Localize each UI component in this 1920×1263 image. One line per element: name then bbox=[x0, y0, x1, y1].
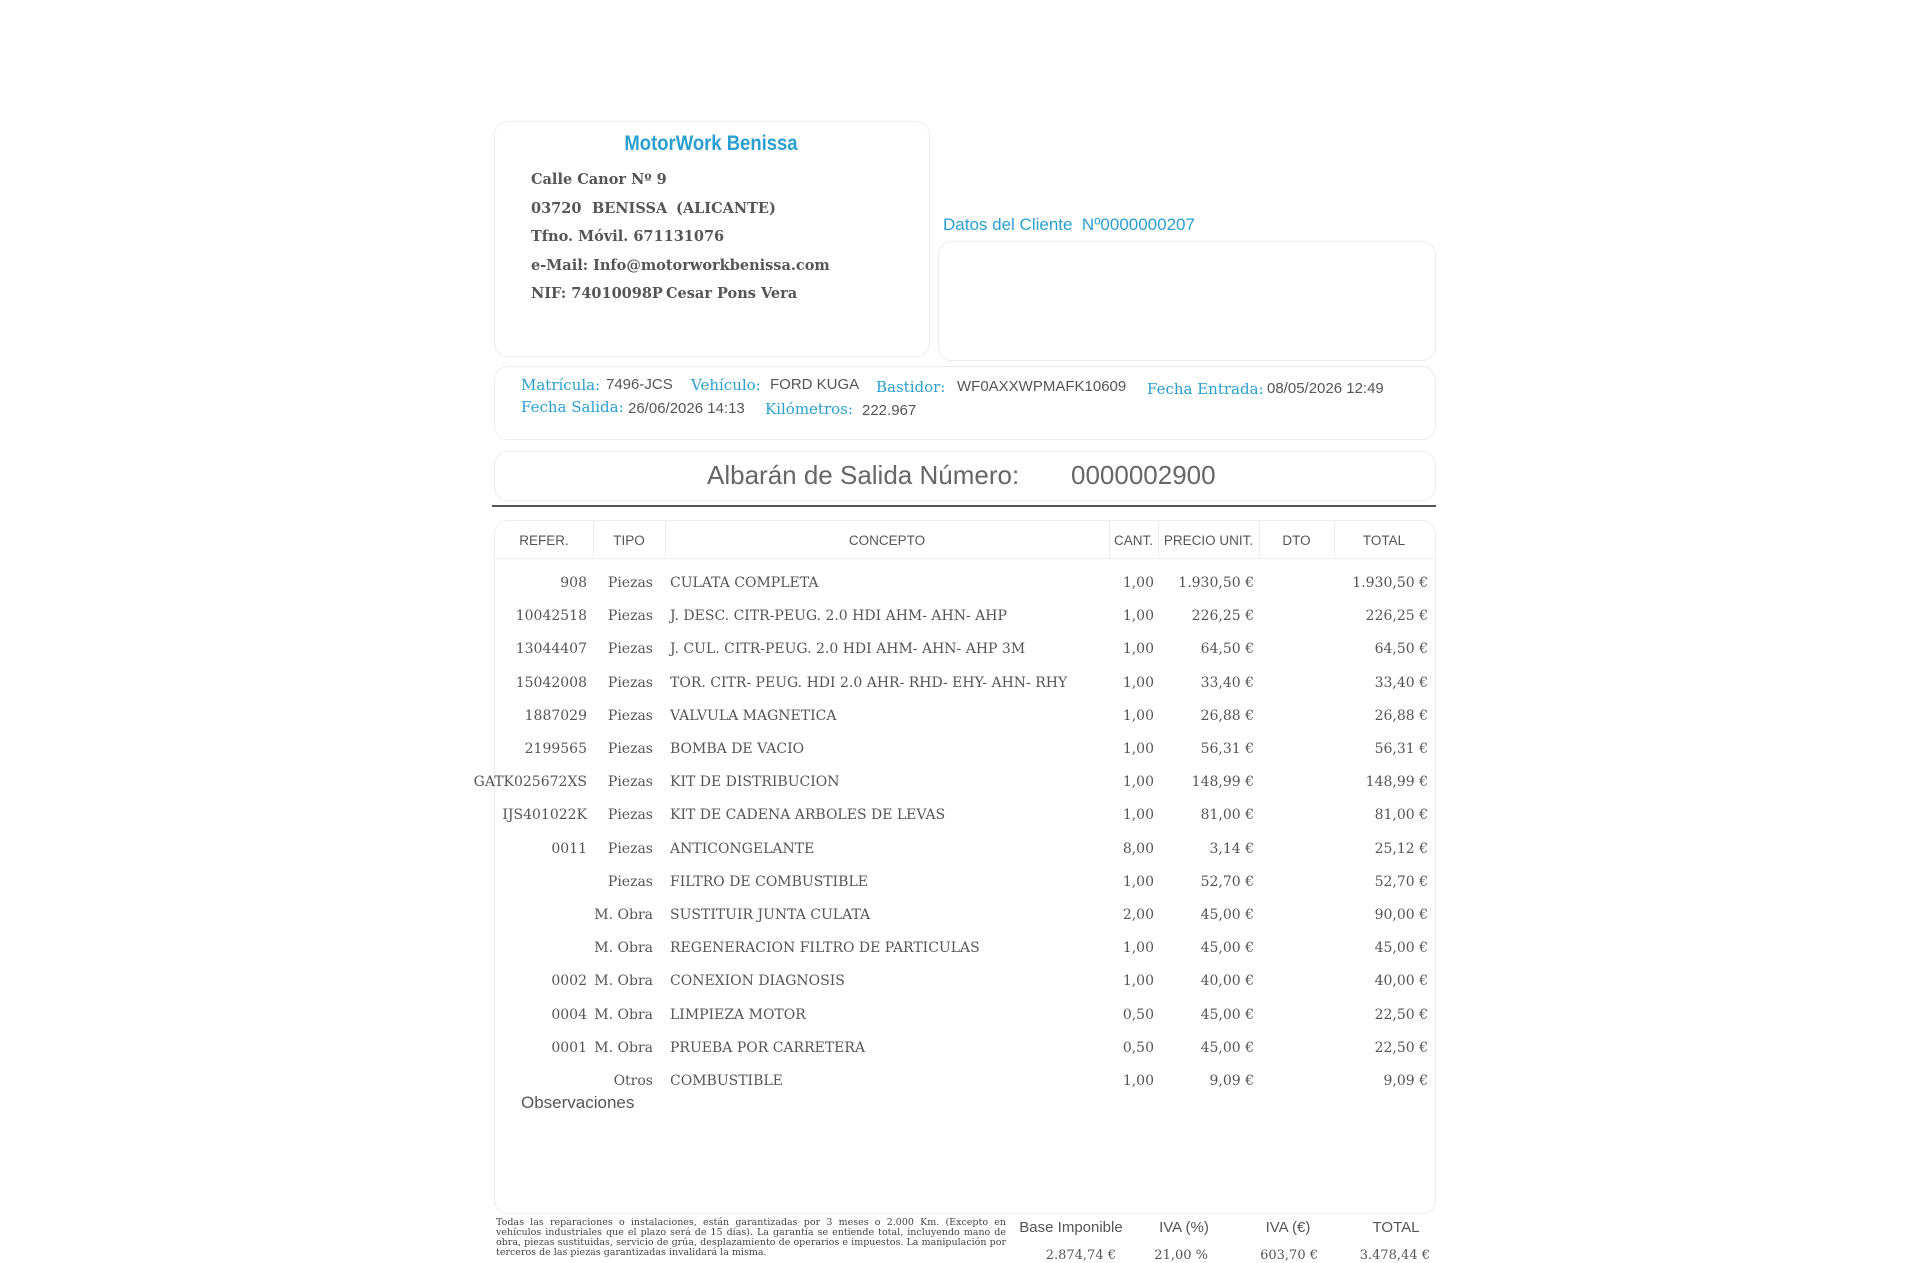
row-precio-unitario: 33,40 € bbox=[1200, 674, 1254, 691]
row-concepto: CONEXION DIAGNOSIS bbox=[670, 973, 845, 990]
grand-total-label: TOTAL bbox=[1372, 1219, 1420, 1236]
row-cantidad: 1,00 bbox=[1122, 674, 1154, 691]
table-row bbox=[0, 940, 1920, 973]
row-concepto: CULATA COMPLETA bbox=[670, 575, 819, 591]
row-cantidad: 1,00 bbox=[1122, 973, 1154, 990]
row-tipo: Otros bbox=[613, 1073, 653, 1089]
header-precio: PRECIO UNIT. bbox=[1163, 533, 1254, 548]
header-concepto: CONCEPTO bbox=[848, 533, 926, 548]
row-total: 40,00 € bbox=[1374, 973, 1428, 990]
company-postal-code: 03720 bbox=[531, 200, 582, 217]
row-precio-unitario: 64,50 € bbox=[1200, 641, 1254, 658]
grand-total-value: 3.478,44 € bbox=[1359, 1248, 1430, 1263]
row-tipo: Piezas bbox=[607, 873, 653, 890]
row-precio-unitario: 9,09 € bbox=[1209, 1073, 1254, 1089]
row-tipo: Piezas bbox=[607, 807, 653, 824]
row-total: 226,25 € bbox=[1365, 608, 1428, 625]
row-concepto: BOMBA DE VACIO bbox=[670, 741, 805, 757]
matricula-value: 7496-JCS bbox=[606, 376, 673, 393]
row-cantidad: 8,00 bbox=[1122, 840, 1154, 857]
company-address: Calle Canor Nº 9 bbox=[531, 171, 667, 188]
row-precio-unitario: 1.930,50 € bbox=[1178, 575, 1254, 591]
row-concepto: ANTICONGELANTE bbox=[670, 840, 815, 857]
warranty-legal-text: Todas las reparaciones o instalaciones, están garantizadas por 3 meses o 2.000 Km. (Excepto en vehículos industriales que el plazo será de 15 días). La garantía se entiende total, incluyendo mano de obra, piezas sustituidas, servicio de grúa, desplazamiento de operarios e impuestos. La manipulación por terceros de las piezas garantizadas invalidará la misma. bbox=[496, 1217, 1006, 1258]
row-ref: 10042518 bbox=[515, 608, 587, 625]
row-concepto: REGENERACION FILTRO DE PARTICULAS bbox=[670, 940, 980, 957]
iva-eur-value: 603,70 € bbox=[1260, 1248, 1318, 1263]
row-total: 26,88 € bbox=[1374, 707, 1428, 724]
company-name: MotorWork Benissa bbox=[624, 132, 798, 155]
vehiculo-label: Vehículo: bbox=[691, 376, 761, 394]
table-row bbox=[0, 741, 1920, 774]
client-heading bbox=[943, 215, 1195, 235]
company-phone: Tfno. Móvil. 671131076 bbox=[531, 228, 725, 245]
row-precio-unitario: 45,00 € bbox=[1200, 1006, 1254, 1023]
row-precio-unitario: 45,00 € bbox=[1200, 907, 1254, 923]
row-concepto: KIT DE DISTRIBUCION bbox=[670, 774, 840, 791]
client-number: Nº0000000207 bbox=[1081, 215, 1195, 234]
row-concepto: J. DESC. CITR-PEUG. 2.0 HDI AHM- AHN- AHP bbox=[670, 608, 1007, 625]
observaciones-label: Observaciones bbox=[521, 1093, 635, 1112]
row-tipo: M. Obra bbox=[594, 973, 653, 990]
header-ref: REFER. bbox=[519, 533, 569, 548]
row-total: 33,40 € bbox=[1374, 674, 1428, 691]
row-cantidad: 1,00 bbox=[1122, 774, 1154, 791]
header-dto: DTO bbox=[1282, 533, 1311, 548]
row-ref: 15042008 bbox=[515, 674, 587, 691]
row-precio-unitario: 81,00 € bbox=[1200, 807, 1254, 824]
row-tipo: Piezas bbox=[607, 774, 653, 791]
column-divider bbox=[593, 520, 594, 558]
row-cantidad: 1,00 bbox=[1122, 1073, 1154, 1089]
table-row bbox=[0, 774, 1920, 807]
row-concepto: LIMPIEZA MOTOR bbox=[670, 1006, 806, 1023]
fecha-salida-value: 26/06/2026 14:13 bbox=[628, 400, 745, 417]
row-tipo: Piezas bbox=[607, 741, 653, 757]
client-box bbox=[938, 241, 1436, 361]
table-row bbox=[0, 575, 1920, 608]
row-total: 22,50 € bbox=[1374, 1006, 1428, 1023]
row-tipo: Piezas bbox=[607, 608, 653, 625]
iva-pct-label: IVA (%) bbox=[1159, 1219, 1209, 1236]
iva-pct-value: 21,00 % bbox=[1154, 1248, 1208, 1263]
company-province: (ALICANTE) bbox=[676, 200, 776, 217]
row-precio-unitario: 52,70 € bbox=[1200, 873, 1254, 890]
iva-eur-label: IVA (€) bbox=[1265, 1219, 1311, 1236]
row-tipo: Piezas bbox=[607, 575, 653, 591]
row-concepto: COMBUSTIBLE bbox=[670, 1073, 783, 1089]
company-email: e-Mail: Info@motorworkbenissa.com bbox=[531, 257, 830, 274]
row-cantidad: 0,50 bbox=[1122, 1039, 1154, 1056]
row-concepto: VALVULA MAGNETICA bbox=[670, 707, 837, 724]
row-cantidad: 1,00 bbox=[1122, 608, 1154, 625]
row-precio-unitario: 45,00 € bbox=[1200, 1039, 1254, 1056]
row-ref: 0001 bbox=[551, 1039, 587, 1056]
client-label: Datos del Cliente bbox=[943, 215, 1073, 234]
albaran-divider bbox=[492, 505, 1436, 507]
header-total: TOTAL bbox=[1362, 533, 1406, 548]
row-tipo: Piezas bbox=[607, 641, 653, 658]
row-tipo: M. Obra bbox=[594, 1039, 653, 1056]
row-concepto: SUSTITUIR JUNTA CULATA bbox=[670, 907, 871, 923]
row-cantidad: 1,00 bbox=[1122, 940, 1154, 957]
row-tipo: Piezas bbox=[607, 840, 653, 857]
row-precio-unitario: 3,14 € bbox=[1209, 840, 1254, 857]
table-row bbox=[0, 841, 1920, 874]
row-cantidad: 1,00 bbox=[1122, 741, 1154, 757]
vehiculo-value: FORD KUGA bbox=[770, 376, 860, 393]
row-concepto: TOR. CITR- PEUG. HDI 2.0 AHR- RHD- EHY- AHN- RHY bbox=[670, 674, 1068, 691]
row-concepto: J. CUL. CITR-PEUG. 2.0 HDI AHM- AHN- AHP 3M bbox=[670, 641, 1026, 658]
bastidor-value: WF0AXXWPMAFK10609 bbox=[957, 378, 1127, 395]
company-owner: Cesar Pons Vera bbox=[666, 285, 798, 302]
table-row bbox=[0, 1007, 1920, 1040]
fecha-entrada-label: Fecha Entrada: bbox=[1147, 380, 1264, 398]
header-cant: CANT. bbox=[1113, 533, 1153, 548]
row-cantidad: 0,50 bbox=[1122, 1006, 1154, 1023]
kilometros-label: Kilómetros: bbox=[765, 400, 853, 418]
matricula-label: Matrícula: bbox=[521, 376, 601, 394]
row-tipo: M. Obra bbox=[594, 940, 653, 957]
row-ref: GATK025672XS bbox=[473, 774, 587, 791]
kilometros-value: 222.967 bbox=[862, 402, 917, 419]
row-ref: 1887029 bbox=[524, 707, 587, 724]
row-tipo: M. Obra bbox=[594, 1006, 653, 1023]
row-concepto: KIT DE CADENA ARBOLES DE LEVAS bbox=[670, 807, 946, 824]
row-cantidad: 1,00 bbox=[1122, 707, 1154, 724]
row-ref: 0011 bbox=[551, 840, 587, 857]
row-tipo: Piezas bbox=[607, 707, 653, 724]
table-row bbox=[0, 675, 1920, 708]
row-cantidad: 1,00 bbox=[1122, 807, 1154, 824]
albaran-title: Albarán de Salida Número: bbox=[707, 460, 1020, 490]
row-total: 1.930,50 € bbox=[1352, 575, 1428, 591]
row-concepto: PRUEBA POR CARRETERA bbox=[670, 1039, 866, 1056]
row-concepto: FILTRO DE COMBUSTIBLE bbox=[670, 873, 868, 890]
table-row bbox=[0, 1040, 1920, 1073]
row-total: 90,00 € bbox=[1374, 907, 1428, 923]
row-total: 148,99 € bbox=[1365, 774, 1428, 791]
row-precio-unitario: 148,99 € bbox=[1191, 774, 1254, 791]
row-cantidad: 1,00 bbox=[1122, 575, 1154, 591]
table-row bbox=[0, 973, 1920, 1006]
table-row bbox=[0, 608, 1920, 641]
row-cantidad: 1,00 bbox=[1122, 641, 1154, 658]
row-precio-unitario: 26,88 € bbox=[1200, 707, 1254, 724]
row-ref: IJS401022K bbox=[502, 807, 587, 824]
row-ref: 0004 bbox=[551, 1006, 587, 1023]
table-row bbox=[0, 907, 1920, 940]
row-total: 22,50 € bbox=[1374, 1039, 1428, 1056]
table-row bbox=[0, 708, 1920, 741]
table-row bbox=[0, 874, 1920, 907]
row-total: 52,70 € bbox=[1374, 873, 1428, 890]
row-ref: 0002 bbox=[551, 973, 587, 990]
company-nif: NIF: 74010098P bbox=[531, 285, 663, 302]
row-ref: 908 bbox=[560, 575, 587, 591]
base-imponible-value: 2.874,74 € bbox=[1045, 1248, 1116, 1263]
fecha-entrada-value: 08/05/2026 12:49 bbox=[1267, 380, 1384, 397]
row-ref: 2199565 bbox=[524, 741, 587, 757]
row-tipo: Piezas bbox=[607, 674, 653, 691]
base-imponible-label: Base Imponible bbox=[1019, 1219, 1123, 1236]
header-divider bbox=[494, 558, 1434, 559]
row-precio-unitario: 45,00 € bbox=[1200, 940, 1254, 957]
row-precio-unitario: 40,00 € bbox=[1200, 973, 1254, 990]
bastidor-label: Bastidor: bbox=[876, 378, 946, 396]
row-total: 45,00 € bbox=[1374, 940, 1428, 957]
row-total: 81,00 € bbox=[1374, 807, 1428, 824]
row-precio-unitario: 226,25 € bbox=[1191, 608, 1254, 625]
row-cantidad: 2,00 bbox=[1122, 907, 1154, 923]
row-total: 25,12 € bbox=[1374, 840, 1428, 857]
fecha-salida-label: Fecha Salida: bbox=[521, 398, 624, 416]
row-cantidad: 1,00 bbox=[1122, 873, 1154, 890]
row-total: 64,50 € bbox=[1374, 641, 1428, 658]
albaran-number: 0000002900 bbox=[1071, 460, 1216, 490]
table-row bbox=[0, 807, 1920, 840]
row-total: 56,31 € bbox=[1374, 741, 1428, 757]
row-total: 9,09 € bbox=[1383, 1073, 1428, 1089]
table-row bbox=[0, 1073, 1920, 1106]
row-tipo: M. Obra bbox=[594, 907, 653, 923]
table-row bbox=[0, 641, 1920, 674]
company-city: BENISSA bbox=[592, 200, 668, 217]
row-precio-unitario: 56,31 € bbox=[1200, 741, 1254, 757]
row-ref: 13044407 bbox=[515, 641, 587, 658]
header-tipo: TIPO bbox=[613, 533, 645, 548]
